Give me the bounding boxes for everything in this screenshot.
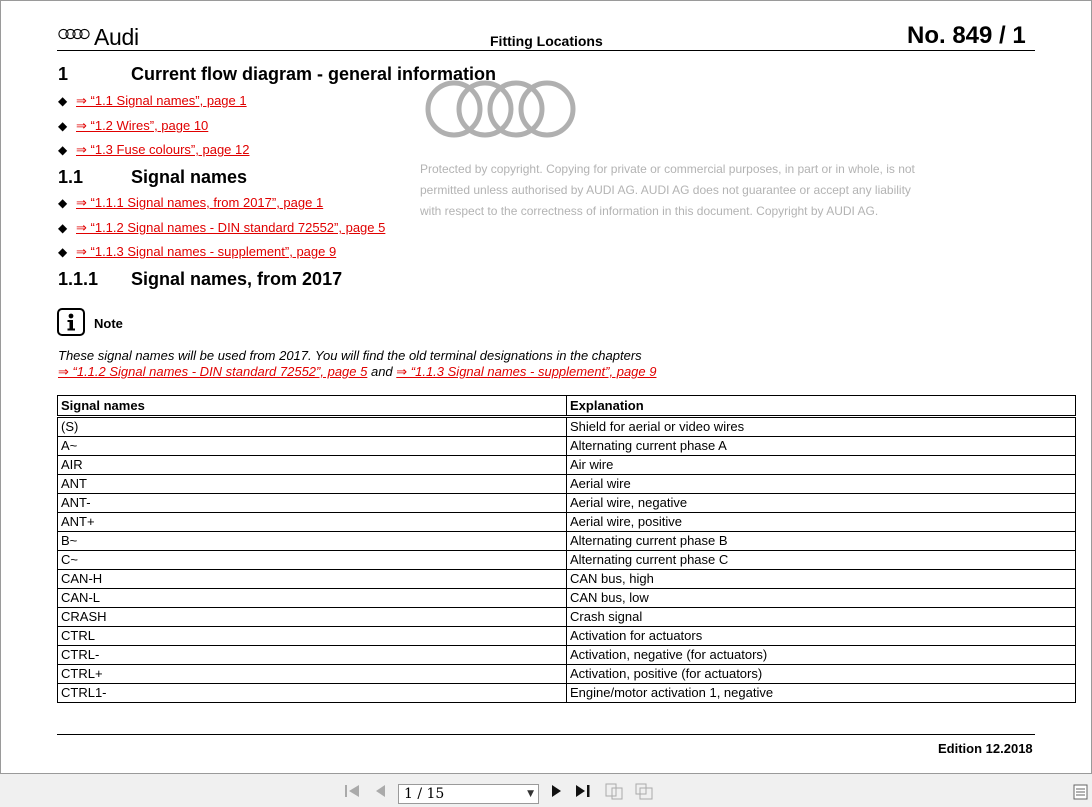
signal-cell: CAN-H [58, 570, 567, 589]
signal-cell: CRASH [58, 608, 567, 627]
explanation-cell: Activation for actuators [567, 627, 1076, 646]
audi-rings-logo [58, 28, 90, 40]
table-row [58, 646, 1076, 665]
list-item [58, 244, 336, 260]
document-number: No. 849 / 1 [907, 22, 1026, 49]
explanation-cell: Air wire [567, 456, 1076, 475]
signal-cell: C~ [58, 551, 567, 570]
table-row [58, 513, 1076, 532]
table-row [58, 417, 1076, 437]
section-title: Signal names [131, 167, 248, 187]
info-icon [57, 308, 85, 336]
table-row [58, 532, 1076, 551]
signal-names-table [57, 395, 1076, 703]
signal-cell: AIR [58, 456, 567, 475]
explanation-cell: Shield for aerial or video wires [567, 417, 1076, 437]
list-item [58, 118, 208, 134]
note-link-din[interactable]: ⇒ “1.1.2 Signal names - DIN standard 72552”, page 5 [58, 364, 368, 379]
bullet-diamond-icon: ◆ [58, 245, 68, 259]
section-heading-1-1 [58, 167, 247, 188]
edition-label: Edition 12.2018 [938, 741, 1033, 756]
signal-cell: ANT [58, 475, 567, 494]
next-page-icon[interactable] [546, 782, 566, 800]
signal-cell: ANT+ [58, 513, 567, 532]
signal-cell: A~ [58, 437, 567, 456]
section-title: Signal names, from 2017 [131, 269, 343, 289]
explanation-cell: Activation, negative (for actuators) [567, 646, 1076, 665]
explanation-cell: Aerial wire, positive [567, 513, 1076, 532]
column-header-signal: Signal names [58, 396, 567, 417]
bullet-diamond-icon: ◆ [58, 221, 68, 235]
section-number: 1.1.1 [58, 269, 99, 289]
signal-cell: ANT- [58, 494, 567, 513]
explanation-cell: Alternating current phase B [567, 532, 1076, 551]
header-divider [57, 50, 1035, 51]
explanation-cell: Aerial wire, negative [567, 494, 1076, 513]
link-fuse-colours[interactable]: ⇒ “1.3 Fuse colours”, page 12 [76, 142, 250, 157]
explanation-cell: Alternating current phase A [567, 437, 1076, 456]
note-text: These signal names will be used from 2017. You will find the old terminal designations in the chapters [58, 348, 642, 363]
brand-name: Audi [94, 24, 139, 50]
two-page-view-icon[interactable] [634, 782, 654, 800]
footer-divider [57, 734, 1035, 735]
table-row [58, 665, 1076, 684]
signal-cell: CTRL [58, 627, 567, 646]
signal-cell: (S) [58, 417, 567, 437]
column-header-explanation: Explanation [567, 396, 1076, 417]
bullet-diamond-icon: ◆ [58, 143, 68, 157]
table-row [58, 589, 1076, 608]
explanation-cell: Activation, positive (for actuators) [567, 665, 1076, 684]
copyright-line: with respect to the correctness of information in this document. Copyright by AUDI AG. [420, 204, 879, 218]
signal-cell: CTRL+ [58, 665, 567, 684]
table-row [58, 570, 1076, 589]
section-title: Current flow diagram - general information [131, 64, 497, 84]
header-title: Fitting Locations [490, 33, 603, 49]
explanation-cell: Alternating current phase C [567, 551, 1076, 570]
explanation-cell: CAN bus, low [567, 589, 1076, 608]
link-signal-names[interactable]: ⇒ “1.1 Signal names”, page 1 [76, 93, 247, 108]
pdf-viewer-toolbar [0, 774, 1092, 807]
document-properties-icon[interactable] [1073, 784, 1088, 800]
bullet-diamond-icon: ◆ [58, 94, 68, 108]
explanation-cell: CAN bus, high [567, 570, 1076, 589]
link-signal-names-din[interactable]: ⇒ “1.1.2 Signal names - DIN standard 72552”, page 5 [76, 220, 386, 235]
signal-cell: CTRL1- [58, 684, 567, 703]
section-number: 1.1 [58, 167, 84, 187]
copyright-watermark [420, 159, 940, 222]
page-indicator: 1 / 15 [404, 786, 445, 802]
table-row [58, 494, 1076, 513]
table-row [58, 437, 1076, 456]
chevron-down-icon: ▼ [527, 789, 534, 799]
copyright-line: permitted unless authorised by AUDI AG. AUDI AG does not guarantee or accept any liability [420, 183, 911, 197]
list-item [58, 93, 247, 109]
table-row [58, 456, 1076, 475]
section-heading-1-1-1 [58, 269, 342, 290]
link-signal-names-2017[interactable]: ⇒ “1.1.1 Signal names, from 2017”, page 1 [76, 195, 324, 210]
signal-cell: CTRL- [58, 646, 567, 665]
table-row [58, 627, 1076, 646]
note-link-supplement[interactable]: ⇒ “1.1.3 Signal names - supplement”, page 9 [396, 364, 657, 379]
first-page-icon[interactable] [343, 782, 363, 800]
explanation-cell: Aerial wire [567, 475, 1076, 494]
copyright-line: Protected by copyright. Copying for private or commercial purposes, in part or in whole, is not [420, 162, 915, 176]
note-links [58, 364, 758, 380]
previous-page-icon[interactable] [371, 782, 391, 800]
link-signal-names-supplement[interactable]: ⇒ “1.1.3 Signal names - supplement”, page 9 [76, 244, 337, 259]
table-row [58, 608, 1076, 627]
page-selector[interactable] [398, 784, 539, 804]
list-item [58, 220, 385, 236]
table-body [58, 417, 1076, 703]
bullet-diamond-icon: ◆ [58, 119, 68, 133]
table-header-row [58, 396, 1076, 417]
note-and: and [367, 364, 397, 379]
signal-cell: B~ [58, 532, 567, 551]
list-item [58, 142, 249, 158]
explanation-cell: Engine/motor activation 1, negative [567, 684, 1076, 703]
note-label: Note [94, 316, 123, 331]
link-wires[interactable]: ⇒ “1.2 Wires”, page 10 [76, 118, 209, 133]
explanation-cell: Crash signal [567, 608, 1076, 627]
note-text-block [58, 348, 758, 380]
table-row [58, 475, 1076, 494]
section-number: 1 [58, 64, 69, 84]
single-page-view-icon[interactable] [604, 782, 624, 800]
last-page-icon[interactable] [573, 782, 593, 800]
bullet-diamond-icon: ◆ [58, 196, 68, 210]
watermark-rings-icon [419, 79, 583, 139]
table-row [58, 551, 1076, 570]
list-item [58, 195, 323, 211]
table-row [58, 684, 1076, 703]
signal-cell: CAN-L [58, 589, 567, 608]
